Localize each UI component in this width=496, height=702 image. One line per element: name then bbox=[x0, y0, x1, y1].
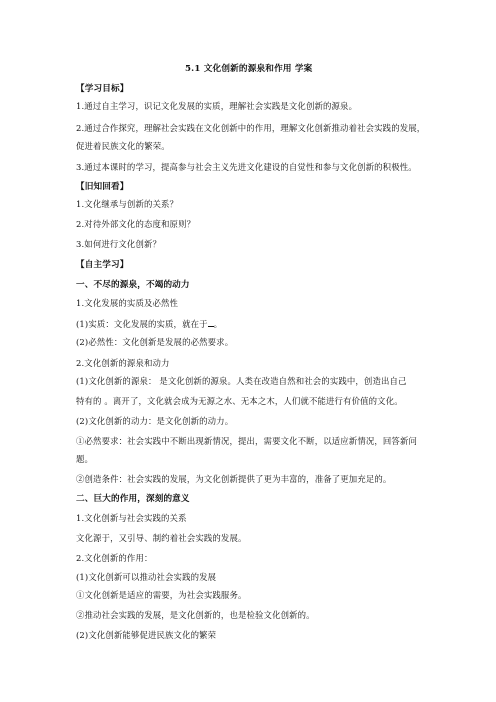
document-title: 5.1 文化创新的源泉和作用 学案 bbox=[185, 64, 313, 74]
paragraph-line: ②推动社会实践的发展，是文化创新的，也是检验文化创新的。 bbox=[76, 610, 315, 620]
subsection-heading-2: 二、巨大的作用，深刻的意义 bbox=[76, 494, 190, 504]
paragraph-line: 3.通过本课时的学习，提高参与社会主义先进文化建设的自觉性和参与文化创新的积极性。 bbox=[76, 162, 417, 172]
paragraph-line: 2.文化创新的源泉和动力 bbox=[76, 358, 170, 368]
paragraph-line: 2.文化创新的作用： bbox=[76, 553, 153, 563]
paragraph-line: ①文化创新是适应的需要，为社会实践服务。 bbox=[76, 590, 247, 600]
section-heading-review: 【旧知回看】 bbox=[76, 182, 129, 192]
paragraph-line: (2)文化创新能够促进民族文化的繁荣 bbox=[76, 630, 217, 640]
paragraph-line: 文化源于，又引导、制约着社会实践的发展。 bbox=[76, 533, 247, 543]
section-heading-learning-goals: 【学习目标】 bbox=[76, 84, 129, 94]
paragraph-line: 2.对待外部文化的态度和原则？ bbox=[76, 219, 196, 229]
paragraph-line: 1.通过自主学习，识记文化发展的实质，理解社会实践是文化创新的源泉。 bbox=[76, 101, 358, 111]
paragraph-line: ②创造条件：社会实践的发展，为文化创新提供了更为丰富的，准备了更加充足的。 bbox=[76, 474, 392, 484]
paragraph-line: 1.文化继承与创新的关系？ bbox=[76, 199, 179, 209]
paragraph-line: (2)文化创新的动力：是文化创新的动力。 bbox=[76, 416, 234, 426]
subsection-heading-1: 一、不尽的源泉，不竭的动力 bbox=[76, 280, 190, 290]
paragraph-suffix: 。 bbox=[213, 319, 223, 329]
paragraph-line: 特有的 。离开了，文化就会成为无源之水、无本之木，人们就不能进行有价值的文化。 bbox=[76, 396, 403, 406]
paragraph-line: 1.文化发展的实质及必然性 bbox=[76, 298, 179, 308]
section-heading-self-study: 【自主学习】 bbox=[76, 260, 129, 270]
paragraph-line: 题。 bbox=[76, 454, 94, 464]
paragraph-line-with-blank bbox=[76, 318, 222, 330]
paragraph-line: 促进着民族文化的繁荣。 bbox=[76, 141, 170, 151]
paragraph-line: 3.如何进行文化创新？ bbox=[76, 239, 162, 249]
paragraph-line: ①必然要求：社会实践中不断出现新情况，提出，需要文化不断，以适应新情况，回答新问 bbox=[76, 436, 417, 446]
paragraph-line: (1)文化创新的源泉： 是文化创新的源泉。人类在改造自然和社会的实践中，创造出自己 bbox=[76, 376, 407, 386]
paragraph-line: 1.文化创新与社会实践的关系 bbox=[76, 513, 187, 523]
paragraph-text: (1)实质：文化发展的实质，就在于 bbox=[76, 319, 208, 329]
paragraph-line: 2.通过合作探究，理解社会实践在文化创新中的作用，理解文化创新推动着社会实践的发展， bbox=[76, 123, 426, 133]
paragraph-line: (1)文化创新可以推动社会实践的发展 bbox=[76, 572, 217, 582]
paragraph-line: (2)必然性：文化创新是发展的必然要求。 bbox=[76, 337, 234, 347]
